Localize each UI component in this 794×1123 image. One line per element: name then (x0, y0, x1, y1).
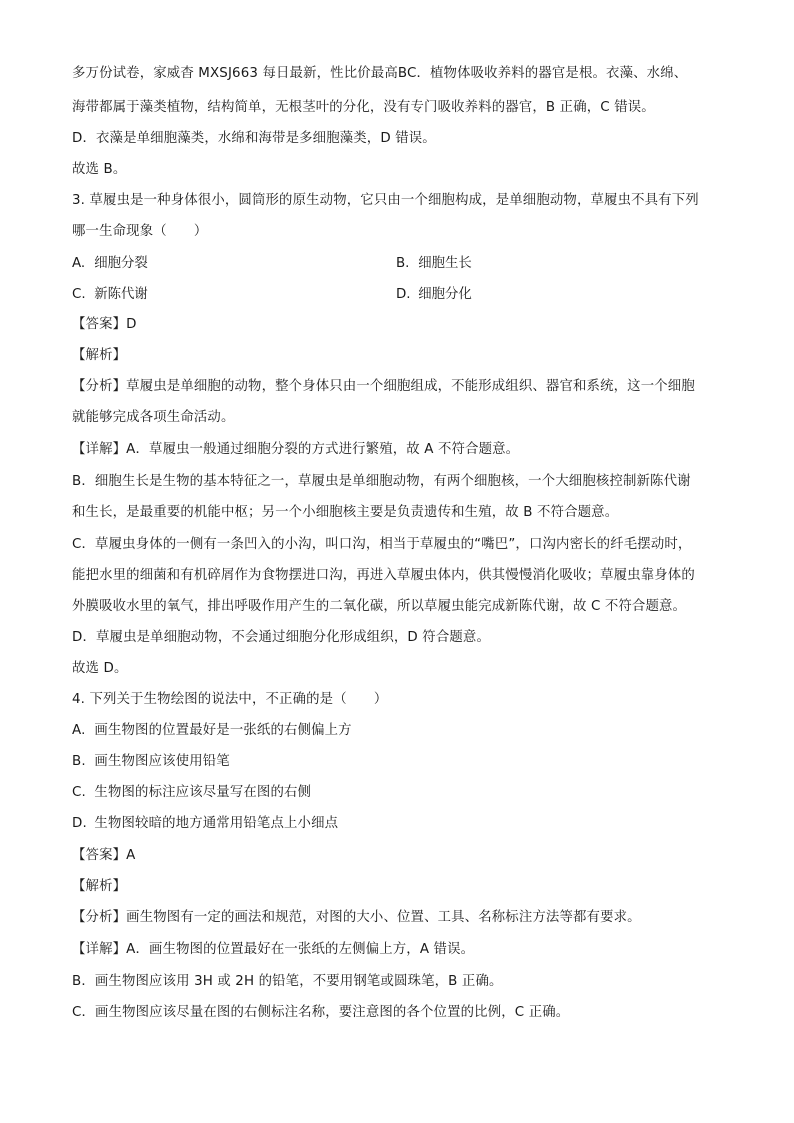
q4-answer-value: A (126, 848, 136, 863)
q3-xiangjie-label: 【详解】 (72, 442, 127, 457)
q3-options-row-1 (72, 254, 722, 274)
q3-c-line-2: 能把水里的细菌和有机碎屑作为食物摆进口沟，再进入草履虫体内，供其慢慢消化吸收；草履虫靠身体的 (72, 568, 695, 583)
q3-conclusion: 故选 D。 (72, 661, 128, 676)
q3-answer-value: D (126, 317, 137, 332)
q3-b-line-2: 和生长，是最重要的机能中枢；另一个小细胞核主要是负责遗传和生殖，故 B 不符合题意。 (72, 505, 619, 520)
intro-line-3: D．衣藻是单细胞藻类，水绵和海带是多细胞藻类，D 错误。 (72, 131, 436, 146)
q3-answer (72, 315, 137, 335)
q3-option-c-letter: C. (72, 287, 86, 302)
q3-option-a (72, 254, 148, 274)
q3-option-b-text: 细胞生长 (418, 256, 472, 271)
q4-c-line-1: C．画生物图应该尽量在图的右侧标注名称，要注意图的各个位置的比例，C 正确。 (72, 1005, 570, 1020)
intro-line-2: 海带都属于藻类植物，结构简单，无根茎叶的分化，没有专门吸收养料的器官，B 正确，C 错误。 (72, 100, 655, 115)
q3-stem-line-1: 3. 草履虫是一种身体很小，圆筒形的原生动物，它只由一个细胞构成，是单细胞动物，草履虫不具有下列 (72, 193, 699, 208)
q3-fenxi-label: 【分析】 (72, 379, 127, 394)
q3-fenxi-text-1: 草履虫是单细胞的动物，整个身体只由一个细胞组成，不能形成组织、器官和系统，这一个细胞 (126, 379, 695, 394)
q3-option-c-text: 新陈代谢 (94, 287, 148, 302)
q4-option-b-letter: B. (72, 754, 86, 769)
q3-d-line-1: D．草履虫是单细胞动物，不会通过细胞分化形成组织，D 符合题意。 (72, 630, 491, 645)
q4-option-a-letter: A. (72, 723, 86, 738)
q3-stem-line-2: 哪一生命现象（ ） (72, 224, 208, 239)
q3-xiangjie-text: A．草履虫一般通过细胞分裂的方式进行繁殖，故 A 不符合题意。 (126, 442, 520, 457)
q4-fenxi-line (72, 908, 641, 928)
intro-line-4: 故选 B。 (72, 162, 127, 177)
q4-fenxi-text: 画生物图有一定的画法和规范，对图的大小、位置、工具、名称标注方法等都有要求。 (126, 910, 641, 925)
q3-b-line-1: B．细胞生长是生物的基本特征之一，草履虫是单细胞动物，有两个细胞核，一个大细胞核控制新陈代谢 (72, 474, 691, 489)
q4-fenxi-label: 【分析】 (72, 910, 127, 925)
q4-option-c (72, 783, 311, 803)
q3-option-d-text: 细胞分化 (418, 287, 472, 302)
q3-option-d (396, 285, 472, 305)
q3-c-line-1: C．草履虫身体的一侧有一条凹入的小沟，叫口沟，相当于草履虫的“嘴巴”，口沟内密长的纤毛摆动时， (72, 537, 692, 552)
q4-option-c-letter: C. (72, 785, 86, 800)
q3-option-c (72, 285, 148, 305)
intro-line-1: 多万份试卷，家威杳 MXSJ663 每日最新，性比价最高BC．植物体吸收养料的器官是根。衣藻、水绵、 (72, 66, 688, 81)
q4-stem: 4. 下列关于生物绘图的说法中，不正确的是（ ） (72, 692, 388, 707)
q4-option-a-text: 画生物图的位置最好是一张纸的右侧偏上方 (94, 723, 352, 738)
q3-fenxi-line-1 (72, 377, 695, 397)
q4-option-a (72, 721, 352, 741)
q4-xiangjie-line (72, 940, 474, 960)
q3-option-b-letter: B. (396, 256, 410, 271)
q3-options-row-2 (72, 285, 722, 305)
q4-xiangjie-label: 【详解】 (72, 942, 127, 957)
q4-b-line-1: B．画生物图应该用 3H 或 2H 的铅笔，不要用钢笔或圆珠笔，B 正确。 (72, 974, 503, 989)
q4-option-b-text: 画生物图应该使用铅笔 (94, 754, 230, 769)
q4-answer-label: 【答案】 (72, 848, 127, 863)
q3-c-line-3: 外膜吸收水里的氧气，排出呼吸作用产生的二氧化碳，所以草履虫能完成新陈代谢，故 C 不符合题意。 (72, 599, 687, 614)
q4-option-d-text: 生物图较暗的地方通常用铅笔点上小细点 (94, 816, 339, 831)
q4-xiangjie-text: A．画生物图的位置最好在一张纸的左侧偏上方，A 错误。 (126, 942, 475, 957)
q4-answer (72, 846, 135, 866)
q4-option-c-text: 生物图的标注应该尽量写在图的右侧 (94, 785, 312, 800)
q3-answer-label: 【答案】 (72, 317, 127, 332)
q3-option-a-letter: A. (72, 256, 86, 271)
q4-option-b (72, 752, 230, 772)
q4-analysis-label: 【解析】 (72, 879, 127, 894)
q4-option-d (72, 814, 338, 834)
q3-analysis-label: 【解析】 (72, 348, 127, 363)
q3-option-b (396, 254, 472, 274)
q3-xiangjie-line (72, 440, 519, 460)
q4-option-d-letter: D. (72, 816, 87, 831)
q3-option-d-letter: D. (396, 287, 411, 302)
q3-fenxi-line-2: 就能够完成各项生命活动。 (72, 410, 235, 425)
q3-option-a-text: 细胞分裂 (94, 256, 148, 271)
